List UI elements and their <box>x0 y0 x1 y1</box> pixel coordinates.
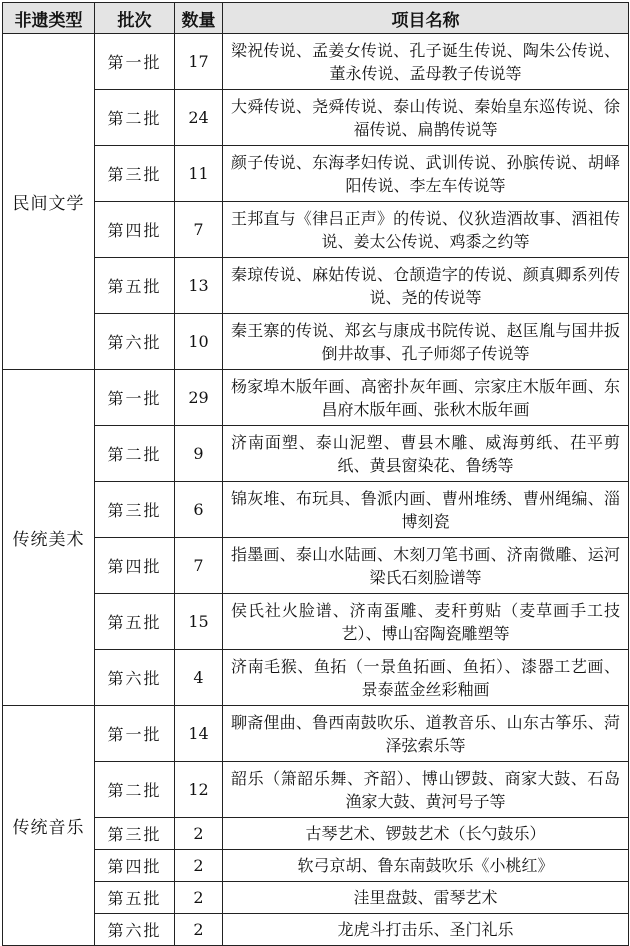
items-cell: 大舜传说、尧舜传说、泰山传说、秦始皇东巡传说、徐福传说、扁鹊传说等 <box>223 90 629 146</box>
batch-cell: 第二批 <box>95 426 175 482</box>
items-cell: 济南面塑、泰山泥塑、曹县木雕、威海剪纸、茌平剪纸、黄县窗染花、鲁绣等 <box>223 426 629 482</box>
items-cell: 秦琼传说、麻姑传说、仓颉造字的传说、颜真卿系列传说、尧的传说等 <box>223 258 629 314</box>
batch-cell: 第一批 <box>95 370 175 426</box>
table-row <box>3 762 629 818</box>
count-cell: 9 <box>175 426 223 482</box>
table-row <box>3 538 629 594</box>
count-cell: 7 <box>175 202 223 258</box>
count-cell: 29 <box>175 370 223 426</box>
items-cell: 侯氏社火脸谱、济南蛋雕、麦秆剪贴（麦草画手工技艺）、博山窑陶瓷雕塑等 <box>223 594 629 650</box>
table-row <box>3 90 629 146</box>
batch-cell: 第四批 <box>95 850 175 882</box>
header-row <box>3 3 629 34</box>
count-cell: 15 <box>175 594 223 650</box>
batch-cell: 第三批 <box>95 482 175 538</box>
count-cell: 2 <box>175 850 223 882</box>
header-count: 数量 <box>175 3 223 34</box>
items-cell: 软弓京胡、鲁东南鼓吹乐《小桃红》 <box>223 850 629 882</box>
table-row <box>3 146 629 202</box>
table-row <box>3 882 629 914</box>
count-cell: 14 <box>175 706 223 762</box>
table-row <box>3 650 629 706</box>
count-cell: 10 <box>175 314 223 370</box>
count-cell: 6 <box>175 482 223 538</box>
document-page <box>0 2 630 940</box>
table-row <box>3 818 629 850</box>
items-cell: 古琴艺术、锣鼓艺术（长勺鼓乐） <box>223 818 629 850</box>
count-cell: 11 <box>175 146 223 202</box>
batch-cell: 第五批 <box>95 258 175 314</box>
table-row <box>3 706 629 762</box>
batch-cell: 第三批 <box>95 146 175 202</box>
items-cell: 龙虎斗打击乐、圣门礼乐 <box>223 914 629 946</box>
batch-cell: 第二批 <box>95 90 175 146</box>
count-cell: 12 <box>175 762 223 818</box>
items-cell: 聊斋俚曲、鲁西南鼓吹乐、道教音乐、山东古筝乐、菏泽弦索乐等 <box>223 706 629 762</box>
items-cell: 济南毛猴、鱼拓（一景鱼拓画、鱼拓）、漆器工艺画、景泰蓝金丝彩釉画 <box>223 650 629 706</box>
items-cell: 王邦直与《律吕正声》的传说、仪狄造酒故事、酒祖传说、姜太公传说、鸡黍之约等 <box>223 202 629 258</box>
header-batch: 批次 <box>95 3 175 34</box>
batch-cell: 第六批 <box>95 914 175 946</box>
batch-cell: 第五批 <box>95 594 175 650</box>
table-row <box>3 258 629 314</box>
items-cell: 杨家埠木版年画、高密扑灰年画、宗家庄木版年画、东昌府木版年画、张秋木版年画 <box>223 370 629 426</box>
batch-cell: 第一批 <box>95 706 175 762</box>
table-row <box>3 314 629 370</box>
items-cell: 秦王寨的传说、郑玄与康成书院传说、赵匡胤与国井扳倒井故事、孔子师郯子传说等 <box>223 314 629 370</box>
category-cell: 传统美术 <box>3 370 95 706</box>
header-items: 项目名称 <box>223 3 629 34</box>
table-row <box>3 850 629 882</box>
count-cell: 13 <box>175 258 223 314</box>
count-cell: 17 <box>175 34 223 90</box>
count-cell: 24 <box>175 90 223 146</box>
items-cell: 指墨画、泰山水陆画、木刻刀笔书画、济南微雕、运河梁氏石刻脸谱等 <box>223 538 629 594</box>
table-row <box>3 370 629 426</box>
table-row <box>3 914 629 946</box>
batch-cell: 第一批 <box>95 34 175 90</box>
table-row <box>3 202 629 258</box>
count-cell: 4 <box>175 650 223 706</box>
header-category: 非遗类型 <box>3 3 95 34</box>
table-row <box>3 34 629 90</box>
items-cell: 洼里盘鼓、雷琴艺术 <box>223 882 629 914</box>
heritage-table <box>2 2 629 946</box>
category-cell: 传统音乐 <box>3 706 95 946</box>
table-row <box>3 594 629 650</box>
batch-cell: 第六批 <box>95 650 175 706</box>
count-cell: 7 <box>175 538 223 594</box>
batch-cell: 第四批 <box>95 538 175 594</box>
category-cell: 民间文学 <box>3 34 95 370</box>
batch-cell: 第六批 <box>95 314 175 370</box>
batch-cell: 第二批 <box>95 762 175 818</box>
count-cell: 2 <box>175 914 223 946</box>
batch-cell: 第四批 <box>95 202 175 258</box>
batch-cell: 第三批 <box>95 818 175 850</box>
items-cell: 锦灰堆、布玩具、鲁派内画、曹州堆绣、曹州绳编、淄博刻瓷 <box>223 482 629 538</box>
table-row <box>3 426 629 482</box>
items-cell: 颜子传说、东海孝妇传说、武训传说、孙膑传说、胡峄阳传说、李左车传说等 <box>223 146 629 202</box>
count-cell: 2 <box>175 818 223 850</box>
table-row <box>3 482 629 538</box>
batch-cell: 第五批 <box>95 882 175 914</box>
count-cell: 2 <box>175 882 223 914</box>
items-cell: 韶乐（箫韶乐舞、齐韶）、博山锣鼓、商家大鼓、石岛渔家大鼓、黄河号子等 <box>223 762 629 818</box>
items-cell: 梁祝传说、孟姜女传说、孔子诞生传说、陶朱公传说、董永传说、孟母教子传说等 <box>223 34 629 90</box>
